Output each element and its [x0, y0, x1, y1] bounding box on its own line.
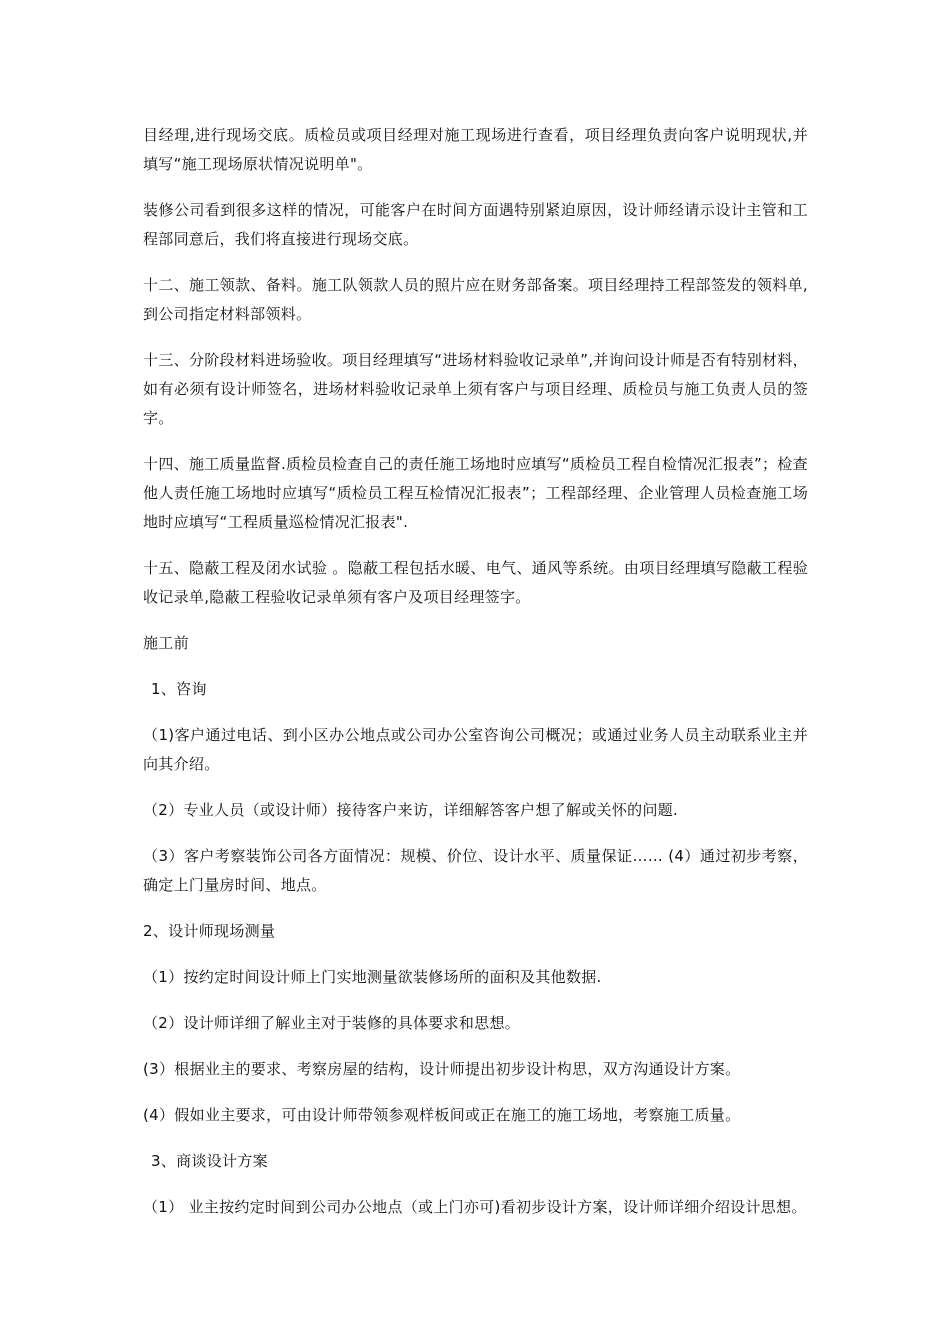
- paragraph-item-12: 十二、施工领款、备料。施工队领款人员的照片应在财务部备案。项目经理持工程部签发的领料单,到公司指定材料部领料。: [143, 276, 808, 323]
- paragraph-measure-4: (4）假如业主要求，可由设计师带领参观样板间或正在施工的施工场地，考察施工质量。: [143, 1106, 741, 1124]
- paragraph-item-14: 十四、施工质量监督.质检员检查自己的责任施工场地时应填写“质检员工程自检情况汇报表”；检查他人责任施工场地时应填写“质检员工程互检情况汇报表”；工程部经理、企业管理人员检查施工场地时应填写“工程质量巡检情况汇报表".: [143, 455, 808, 531]
- paragraph-consult-1: （1)客户通过电话、到小区办公地点或公司办公室咨询公司概况；或通过业务人员主动联系业主并向其介绍。: [143, 726, 808, 773]
- subheading-site-measurement: 2、设计师现场测量: [143, 922, 276, 940]
- subheading-design-discussion: 3、商谈设计方案: [151, 1152, 268, 1170]
- paragraph-site-handover: 目经理,进行现场交底。质检员或项目经理对施工现场进行查看，项目经理负责向客户说明现状,并填写“施工现场原状情况说明单"。: [143, 126, 808, 173]
- paragraph-direct-handover: 装修公司看到很多这样的情况，可能客户在时间方面遇特别紧迫原因，设计师经请示设计主管和工程部同意后，我们将直接进行现场交底。: [143, 201, 808, 248]
- paragraph-consult-2: （2）专业人员（或设计师）接待客户来访，详细解答客户想了解或关怀的问题.: [143, 801, 679, 819]
- paragraph-consult-3: （3）客户考察装饰公司各方面情况：规模、价位、设计水平、质量保证…… (4）通过初步考察，确定上门量房时间、地点。: [143, 847, 808, 894]
- paragraph-measure-3: (3）根据业主的要求、考察房屋的结构，设计师提出初步设计构思，双方沟通设计方案。: [143, 1060, 741, 1078]
- paragraph-measure-2: （2）设计师详细了解业主对于装修的具体要求和思想。: [143, 1014, 521, 1032]
- paragraph-design-1: （1） 业主按约定时间到公司办公地点（或上门亦可)看初步设计方案，设计师详细介绍设计思想。: [143, 1198, 807, 1216]
- section-heading-before-construction: 施工前: [143, 634, 189, 652]
- paragraph-item-15: 十五、隐蔽工程及闭水试验 。隐蔽工程包括水暖、电气、通风等系统。由项目经理填写隐蔽工程验收记录单,隐蔽工程验收记录单须有客户及项目经理签字。: [143, 559, 808, 606]
- subheading-consultation: 1、咨询: [151, 680, 207, 698]
- paragraph-item-13: 十三、分阶段材料进场验收。项目经理填写“进场材料验收记录单”,并询问设计师是否有特别材料，如有必须有设计师签名，进场材料验收记录单上须有客户与项目经理、质检员与施工负责人员的签字。: [143, 351, 808, 427]
- paragraph-measure-1: （1）按约定时间设计师上门实地测量欲装修场所的面积及其他数据.: [143, 968, 602, 986]
- document-body: [143, 121, 808, 1239]
